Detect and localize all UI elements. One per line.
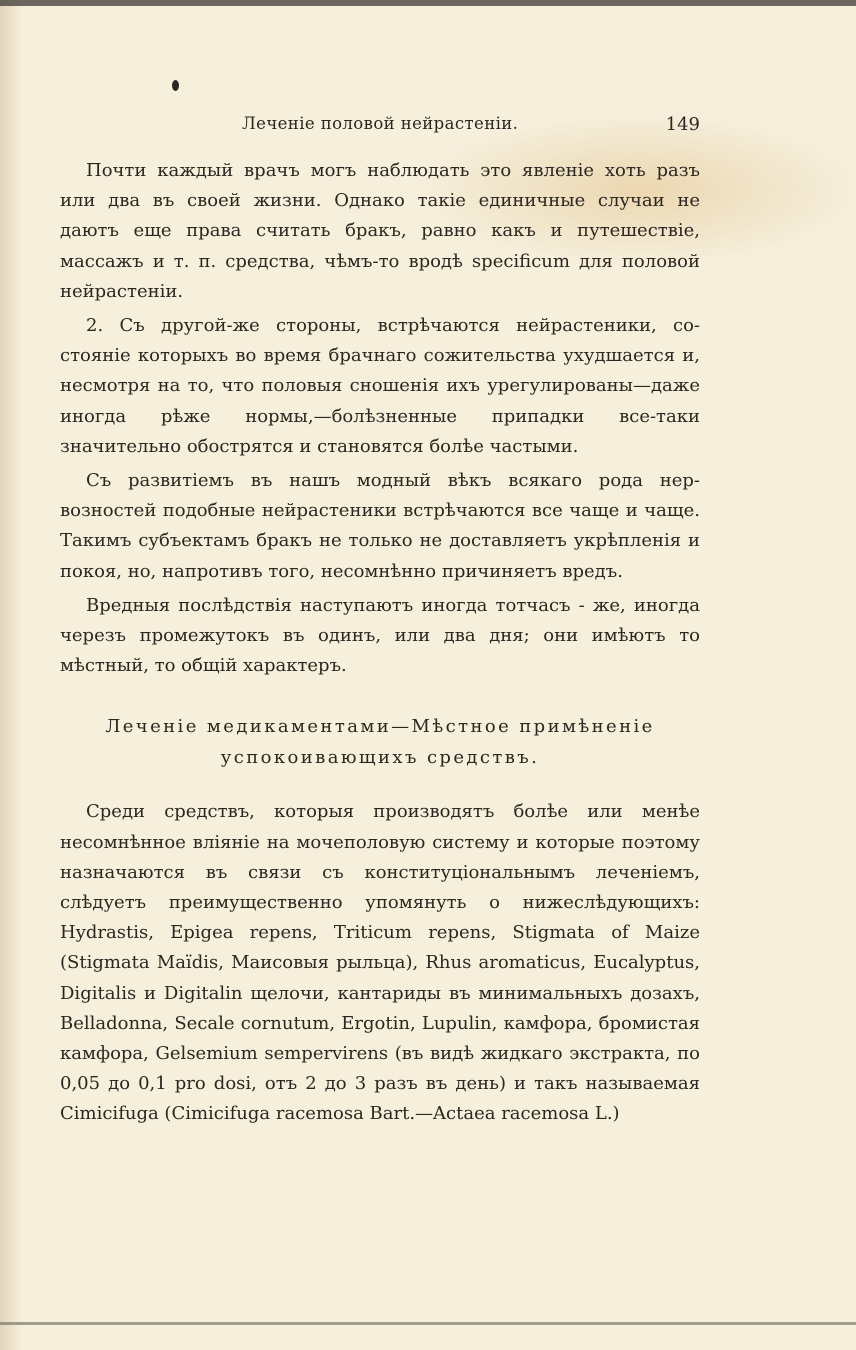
page-body (60, 156, 700, 1130)
ink-speck (172, 80, 179, 91)
paragraph-2: 2. Съ другой-же стороны, встрѣчаются нейрастеники, состояніе которыхъ во время брачнаго сожительства ухудшается и, несмотря на то, что половыя сношенія ихъ урегулированы—даже иногда рѣже нормы,—болѣзненные припадки все-таки значительно обострятся и становятся болѣе частыми. (60, 315, 700, 457)
paragraph-4: Вредныя послѣдствія наступаютъ иногда тотчасъ - же, иногда черезъ промежутокъ въ одинъ, или два дня; они имѣютъ то мѣстный, то общій характеръ. (60, 594, 700, 677)
paragraph-1: Почти каждый врачъ могъ наблюдать это явленіе хоть разъ или два въ своей жизни. Однако такіе единичные случаи не даютъ еще права считать бракъ, равно какъ и путешествіе, массажъ и т. п. средства, чѣмъ-то вродѣ specificum для половой нейрастеніи. (60, 160, 700, 302)
page-number: 149 (665, 114, 700, 135)
section-heading-line-1: Леченіе медикаментами—Мѣстное примѣненіе (105, 716, 655, 738)
running-title: Леченіе половой нейрастеніи. (242, 114, 519, 133)
bottom-page-edge (0, 1322, 856, 1325)
section-heading (60, 711, 700, 773)
section-heading-line-2: успокоивающихъ средствъ. (220, 747, 540, 769)
section-paragraph: Среди средствъ, которыя производятъ болѣе или менѣе несомнѣнное вліяніе на мочеполовую систему и которые поэтому назначаются въ связи съ конституціональнымъ леченіемъ, слѣдуетъ преимущественно упомянуть о нижеслѣдующихъ: Hydrastis, Epigea repens, Triticum repens, Stigmata of Maize (Stigmata Maïdis, Маисовыя рыльца), Rhus aromaticus, Eucalyptus, Digitalis и Digitalin щелочи, кантариды въ минимальныхъ дозахъ, Belladonna, Secale cornutum, Ergotin, Lupulin, камфора, бромистая камфора, Gelsemium sempervirens (въ видѣ жидкаго экстракта, по 0,05 до 0,1 pro dosi, отъ 2 до 3 разъ въ день) и такъ называемая Cimicifuga (Cimicifuga racemosa Bart.—Actaea racemosa L.) (60, 801, 700, 1125)
top-page-edge (0, 0, 856, 6)
page-header (60, 114, 700, 144)
paragraph-3: Съ развитіемъ въ нашъ модный вѣкъ всякаго рода нервозностей подобные нейрастеники встрѣчаются все чаще и чаще. Такимъ субъектамъ бракъ не только не доставляетъ укрѣпленія и покоя, но, напротивъ того, несомнѣнно причиняетъ вредъ. (60, 470, 700, 582)
